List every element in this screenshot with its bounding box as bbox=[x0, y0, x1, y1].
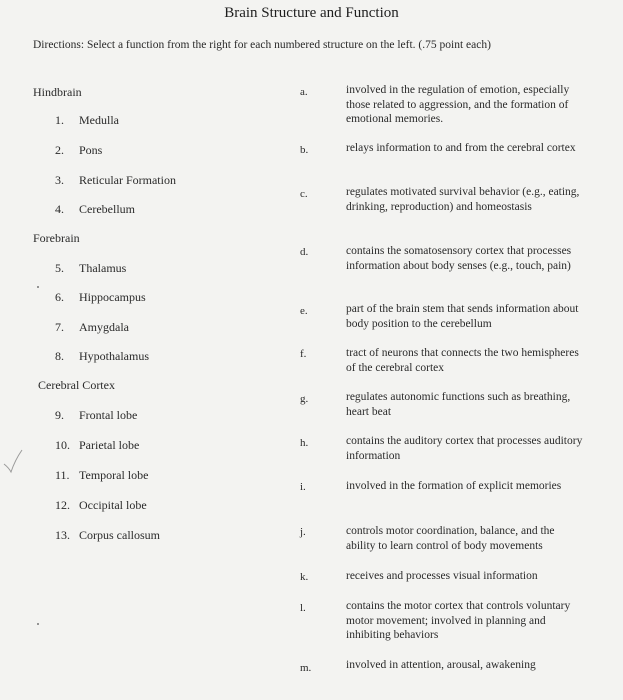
structure-number: 4. bbox=[55, 202, 64, 216]
structure-item[interactable] bbox=[55, 438, 139, 453]
function-text: involved in attention, arousal, awakening bbox=[346, 659, 536, 671]
function-letter: k. bbox=[300, 571, 309, 583]
function-text: contains the auditory cortex that processes auditory information bbox=[346, 435, 583, 462]
function-text: regulates motivated survival behavior (e.g., eating, drinking, reproduction) and homeostasis bbox=[346, 186, 580, 213]
function-text: involved in the regulation of emotion, especially those related to aggression, and the formation of emotional memories. bbox=[346, 84, 570, 125]
function-text: controls motor coordination, balance, and the ability to learn control of body movements bbox=[346, 525, 555, 552]
structure-item[interactable] bbox=[55, 173, 176, 188]
structure-label: Hypothalamus bbox=[79, 349, 149, 363]
structure-item[interactable] bbox=[55, 143, 102, 158]
cerebral-cortex-heading: Cerebral Cortex bbox=[38, 378, 115, 392]
structure-item[interactable] bbox=[55, 408, 137, 423]
stray-dot bbox=[37, 623, 39, 625]
structure-label: Frontal lobe bbox=[79, 408, 138, 422]
structure-number: 1. bbox=[55, 113, 64, 127]
structure-number: 8. bbox=[55, 349, 64, 363]
structure-item[interactable] bbox=[55, 113, 119, 128]
structure-label: Cerebellum bbox=[79, 202, 135, 216]
function-letter: b. bbox=[300, 144, 309, 156]
structure-label: Amygdala bbox=[79, 320, 129, 334]
function-letter: a. bbox=[300, 86, 308, 98]
structure-item[interactable] bbox=[55, 468, 148, 483]
structure-label: Medulla bbox=[79, 113, 119, 127]
hindbrain-heading: Hindbrain bbox=[33, 85, 82, 99]
function-letter: c. bbox=[300, 188, 308, 200]
structure-label: Parietal lobe bbox=[79, 438, 140, 452]
function-letter: e. bbox=[300, 305, 308, 317]
structure-item[interactable] bbox=[55, 498, 147, 513]
function-text: relays information to and from the cerebral cortex bbox=[346, 142, 576, 154]
function-text: regulates autonomic functions such as breathing, heart beat bbox=[346, 391, 571, 418]
structure-number: 12. bbox=[55, 498, 70, 512]
function-text: contains the somatosensory cortex that processes information about body senses (e.g., touch, pain) bbox=[346, 245, 572, 272]
function-text: involved in the formation of explicit memories bbox=[346, 480, 562, 492]
function-text: receives and processes visual information bbox=[346, 570, 538, 582]
structure-number: 13. bbox=[55, 528, 70, 542]
structure-label: Corpus callosum bbox=[79, 528, 160, 542]
function-letter: j. bbox=[300, 526, 306, 538]
function-letter: g. bbox=[300, 393, 309, 405]
structure-label: Thalamus bbox=[79, 261, 127, 275]
structure-item[interactable] bbox=[55, 261, 126, 276]
structure-number: 10. bbox=[55, 438, 70, 452]
structure-label: Hippocampus bbox=[79, 290, 146, 304]
structure-number: 6. bbox=[55, 290, 64, 304]
structure-label: Pons bbox=[79, 143, 103, 157]
structure-number: 11. bbox=[55, 468, 70, 482]
structure-item[interactable] bbox=[55, 320, 129, 335]
structure-label: Temporal lobe bbox=[79, 468, 149, 482]
function-text: tract of neurons that connects the two hemispheres of the cerebral cortex bbox=[346, 347, 579, 374]
structure-item[interactable] bbox=[55, 528, 160, 543]
structure-item[interactable] bbox=[55, 290, 146, 305]
function-letter: f. bbox=[300, 348, 307, 360]
function-letter: i. bbox=[300, 481, 306, 493]
stray-dot bbox=[37, 286, 39, 288]
directions-text: Directions: Select a function from the right for each numbered structure on the left. (.75 point each) bbox=[33, 39, 491, 51]
function-letter: h. bbox=[300, 437, 309, 449]
function-letter: m. bbox=[300, 662, 312, 674]
structure-label: Occipital lobe bbox=[79, 498, 147, 512]
structure-number: 5. bbox=[55, 261, 64, 275]
structure-number: 7. bbox=[55, 320, 64, 334]
structure-number: 2. bbox=[55, 143, 64, 157]
function-text: contains the motor cortex that controls voluntary motor movement; involved in planning and inhibiting behaviors bbox=[346, 600, 571, 641]
structure-number: 3. bbox=[55, 173, 64, 187]
structure-number: 9. bbox=[55, 408, 64, 422]
structure-label: Reticular Formation bbox=[79, 173, 176, 187]
structure-item[interactable] bbox=[55, 349, 149, 364]
page-title: Brain Structure and Function bbox=[224, 5, 399, 21]
structure-item[interactable] bbox=[55, 202, 135, 217]
function-letter: l. bbox=[300, 602, 306, 614]
function-text: part of the brain stem that sends information about body position to the cerebellum bbox=[346, 303, 579, 330]
function-letter: d. bbox=[300, 246, 309, 258]
forebrain-heading: Forebrain bbox=[33, 231, 80, 245]
pen-check-mark bbox=[2, 448, 24, 474]
